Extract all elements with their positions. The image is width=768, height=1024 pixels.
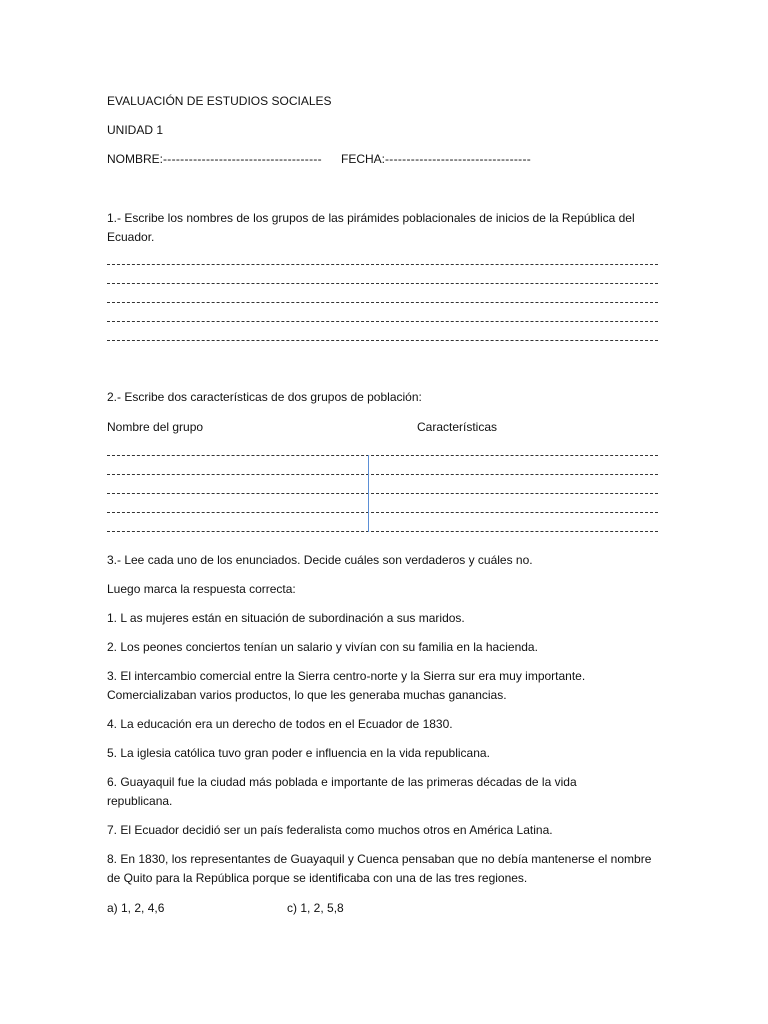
date-blank[interactable]: ---------------------------------- xyxy=(385,152,532,166)
answer-line[interactable] xyxy=(107,264,658,265)
name-blank[interactable]: ------------------------------------- xyxy=(163,152,322,166)
statement-3: 3. El intercambio comercial entre la Sierra centro-norte y la Sierra sur era muy importante. Comercializaban varios productos, lo que les generaba muchas ganancias. xyxy=(107,669,586,702)
statement-4: 4. La educación era un derecho de todos en el Ecuador de 1830. xyxy=(107,717,453,731)
statement-7: 7. El Ecuador decidió ser un país federalista como muchos otros en América Latina. xyxy=(107,823,553,837)
answer-line[interactable] xyxy=(107,531,658,532)
statement-8: 8. En 1830, los representantes de Guayaquil y Cuenca pensaban que no debía mantenerse el nombre de Quito para la República porque se identificaba con una de las tres regiones. xyxy=(107,852,652,885)
page-title: EVALUACIÓN DE ESTUDIOS SOCIALES xyxy=(107,94,332,108)
answer-line[interactable] xyxy=(107,474,658,475)
answer-line[interactable] xyxy=(107,340,658,341)
answer-line[interactable] xyxy=(107,283,658,284)
column-header-group: Nombre del grupo xyxy=(107,420,204,434)
answer-line[interactable] xyxy=(107,512,658,513)
unit-label: UNIDAD 1 xyxy=(107,123,164,137)
statement-5: 5. La iglesia católica tuvo gran poder e influencia en la vida republicana. xyxy=(107,746,490,760)
statement-1: 1. L as mujeres están en situación de subordinación a sus maridos. xyxy=(107,611,465,625)
answer-line[interactable] xyxy=(107,321,658,322)
statement-2: 2. Los peones conciertos tenían un salario y vivían con su familia en la hacienda. xyxy=(107,640,538,654)
option-a[interactable]: a) 1, 2, 4,6 xyxy=(107,901,165,915)
question-3-instruction: Luego marca la respuesta correcta: xyxy=(107,582,296,596)
statement-6: 6. Guayaquil fue la ciudad más poblada e importante de las primeras décadas de la vida republicana. xyxy=(107,775,577,808)
answer-line[interactable] xyxy=(107,455,658,456)
option-c[interactable]: c) 1, 2, 5,8 xyxy=(287,901,344,915)
question-1-text: 1.- Escribe los nombres de los grupos de las pirámides poblacionales de inicios de la República del Ecuador. xyxy=(107,211,635,244)
date-label: FECHA: xyxy=(341,152,386,166)
column-header-characteristics: Características xyxy=(417,420,498,434)
question-2-text: 2.- Escribe dos características de dos grupos de población: xyxy=(107,390,422,404)
column-divider xyxy=(368,455,369,532)
name-label: NOMBRE: xyxy=(107,152,164,166)
answer-line[interactable] xyxy=(107,493,658,494)
question-3-intro: 3.- Lee cada uno de los enunciados. Decide cuáles son verdaderos y cuáles no. xyxy=(107,553,533,567)
answer-line[interactable] xyxy=(107,302,658,303)
